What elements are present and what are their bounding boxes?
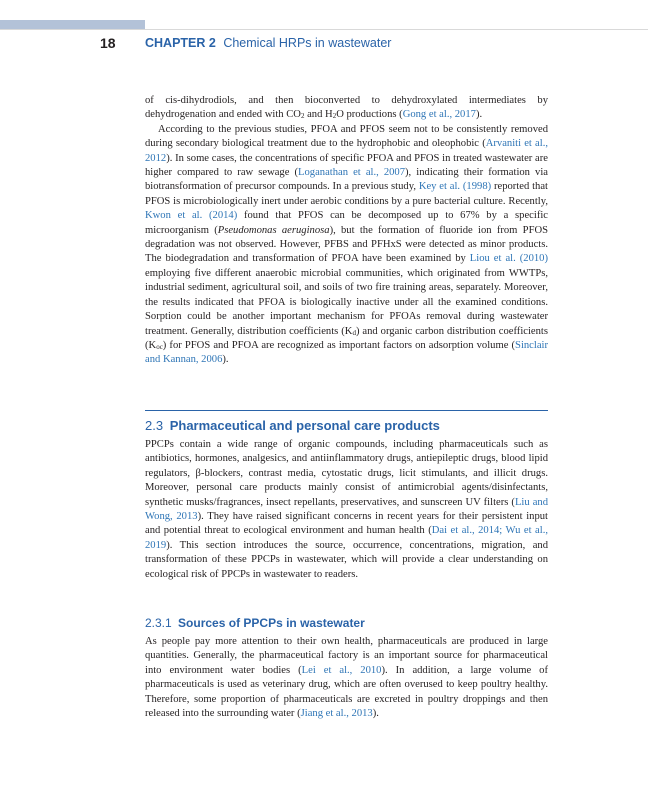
section-heading: 2.3 Pharmaceutical and personal care products	[145, 418, 440, 433]
section-rule	[145, 410, 548, 411]
continuation-text	[145, 94, 548, 368]
subsection-text	[145, 635, 548, 721]
citation-link[interactable]: Key et al. (1998)	[418, 181, 492, 193]
paragraph: PPCPs contain a wide range of organic compounds, including pharmaceuticals such as antibiotics, hormones, analgesics, and antiinflammatory drugs, antiepileptic drugs, blood lipid regulators, β-blockers, contrast media, cytostatic drugs, licit stimulants, and illicit drugs. Moreover, personal care products mainly consist of antimicrobial agents/disinfectants, synthetic musks/fragrances, insect repellants, preservatives, and sunscreen UV filters (Liu and Wong, 2013). They have raised significant concerns in recent years for their persistent input and potential threat to ecological environment and human health (Dai et al., 2014; Wu et al., 2019). This section introduces the source, occurrence, concentrations, migration, and transformation of these PPCPs in wastewater, which will provide a clear understanding on ecological risk of PPCPs in wastewater to readers.	[145, 439, 548, 580]
citation-link[interactable]: Jiang et al., 2013	[300, 708, 373, 720]
section-text	[145, 438, 548, 582]
header-color-bar	[0, 20, 145, 29]
citation-link[interactable]: Liou et al. (2010)	[469, 253, 548, 265]
citation-link[interactable]: Loganathan et al., 2007	[298, 167, 406, 179]
subsection-heading: 2.3.1 Sources of PPCPs in wastewater	[145, 616, 365, 630]
paragraph: of cis-dihydrodiols, and then bioconverted to dehydroxylated intermediates by dehydrogenation and ended with $CO_2$ and $H_2O$ productions (Gong et al., 2017).	[145, 95, 548, 121]
chapter-title: Chemical HRPs in wastewater	[223, 36, 392, 50]
citation-link[interactable]: Arvaniti et al., 2012	[145, 138, 548, 164]
paragraph: As people pay more attention to their own health, pharmaceuticals are produced in large quantities. Generally, the pharmaceutical factory is an important source for pharmaceutical into environment water bodies (Lei et al., 2010). In addition, a large volume of pharmaceuticals is used as veterinary drug, which are often overused to keep poultry healthy. Therefore, some proportion of pharmaceuticals are excreted in poultry droppings and then released into the surrounding water (Jiang et al., 2013).	[145, 636, 548, 720]
chapter-label: CHAPTER 2	[145, 36, 216, 50]
paragraph: According to the previous studies, PFOA and PFOS seem not to be consistently removed during secondary biological treatment due to the hydrophobic and oleophobic (Arvaniti et al., 2012). In some cases, the concentrations of specific PFOA and PFOS in treated wastewater are higher compared to raw sewage (Loganathan et al., 2007), indicating their formation via biotransformation of precursor compounds. In a previous study, Key et al. (1998) reported that PFOS is microbiologically inert under aerobic conditions by a pure bacterial culture. Recently, Kwon et al. (2014) found that PFOS can be decomposed up to 67% by a specific microorganism (Pseudomonas aeruginosa), but the formation of fluoride ion from PFOS degradation was not observed. However, PFBS and PFHxS were detected as minor products. The biodegradation and transformation of PFOA have been examined by Liou et al. (2010) employing five different anaerobic microbial communities, which originated from WWTPs, industrial sediment, agricultural soil, and soils of two fire training areas, separately. Moreover, the results indicated that PFOA is biologically inactive under all the examined conditions. Sorption could be another important mechanism for PFOAs removal during wastewater treatment. Generally, distribution coefficients $(K_d)$ and organic carbon distribution coefficients $(K_{oc})$ for PFOS and PFOA are recognized as important factors on adsorption volume (Sinclair and Kannan, 2006).	[145, 123, 549, 366]
citation-link[interactable]: Dai et al., 2014; Wu et al., 2019	[145, 525, 548, 551]
citation-link[interactable]: Liu and Wong, 2013	[145, 496, 548, 523]
citation-link[interactable]: Sinclair and Kannan, 2006	[145, 339, 548, 366]
running-head	[145, 36, 391, 50]
citation-link[interactable]: Lei et al., 2010	[301, 664, 382, 676]
citation-link[interactable]: Kwon et al. (2014)	[145, 210, 238, 222]
citation-link[interactable]: Gong et al., 2017	[402, 109, 476, 121]
header-rule	[0, 29, 648, 30]
page-number: 18	[100, 35, 116, 51]
